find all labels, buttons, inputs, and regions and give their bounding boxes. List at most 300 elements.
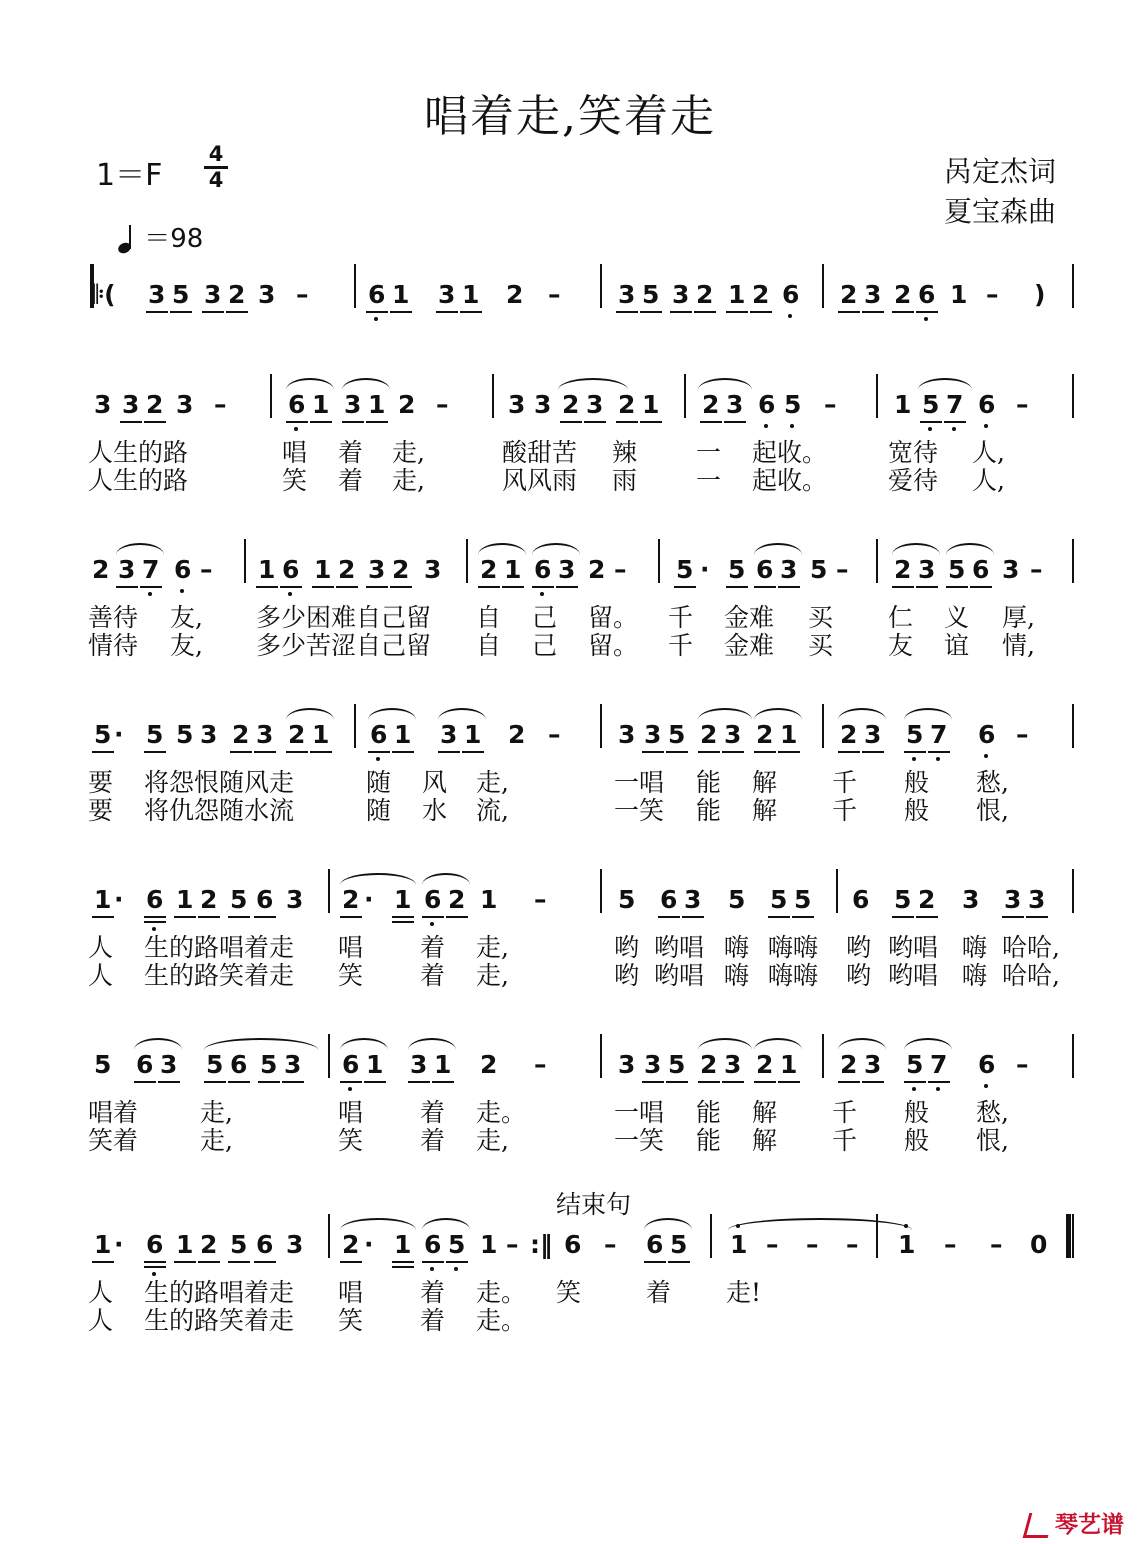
- octave-low-dot: [430, 1267, 434, 1271]
- lyric-word: 水: [422, 796, 448, 825]
- duration-underline: [144, 421, 166, 423]
- slur: [408, 1038, 456, 1050]
- note: 3: [1004, 885, 1022, 914]
- duration-underline: [724, 421, 746, 423]
- lyric-word: 厚,: [1002, 603, 1035, 632]
- duration-underline: [658, 916, 680, 918]
- note: 3: [438, 280, 456, 309]
- note: 1: [176, 885, 194, 914]
- note: 3: [122, 390, 140, 419]
- note: 3: [618, 1050, 636, 1079]
- lyric-word: 友,: [170, 603, 203, 632]
- note: 3: [644, 1050, 662, 1079]
- octave-low-dot: [288, 592, 292, 596]
- note: 3: [440, 720, 458, 749]
- lyric-word: 仁: [888, 603, 914, 632]
- slur: [340, 1218, 416, 1230]
- duration-underline: [750, 311, 772, 313]
- time-signature-bottom: 4: [208, 168, 224, 192]
- lyric-word: 般: [904, 768, 930, 797]
- duration-underline: [134, 1081, 156, 1083]
- lyric-word: 唱着: [88, 1098, 139, 1127]
- note: 1: [94, 885, 112, 914]
- lyric-word: 买: [808, 631, 834, 660]
- note: 3: [368, 555, 386, 584]
- note: 3: [724, 1050, 742, 1079]
- note: 3: [200, 720, 218, 749]
- slur: [754, 543, 802, 555]
- slur: [204, 1038, 318, 1050]
- note: 1: [480, 885, 498, 914]
- note: 2: [200, 1230, 218, 1259]
- note: 5: [230, 1230, 248, 1259]
- barline: [600, 264, 602, 308]
- lyric-word: 一唱: [614, 1098, 665, 1127]
- note: 3: [258, 280, 276, 309]
- lyric-word: 唱: [338, 933, 364, 962]
- duration-underline: [668, 1261, 690, 1263]
- lyric-word: 千: [832, 1126, 858, 1155]
- lyric-word: 友: [888, 631, 914, 660]
- lyric-word: 能: [696, 796, 722, 825]
- duration-underline: [726, 311, 748, 313]
- lyric-word: 解: [752, 1098, 778, 1127]
- barline: [1072, 374, 1074, 418]
- lyric-word: 起收。: [752, 438, 828, 467]
- note: 5: [176, 720, 194, 749]
- note: 2: [342, 885, 360, 914]
- slur: [904, 1038, 952, 1050]
- note: 6: [978, 720, 996, 749]
- lyric-word: 走!: [726, 1278, 762, 1307]
- duration-underline: [198, 916, 220, 918]
- note: 5: [906, 720, 924, 749]
- lyric-word: 唱: [338, 1278, 364, 1307]
- duration-underline: [532, 586, 554, 588]
- octave-low-dot: [912, 1087, 916, 1091]
- lyric-word: 着: [646, 1278, 672, 1307]
- barline: [710, 1214, 712, 1258]
- lyric-word: 留。: [588, 631, 639, 660]
- lyric-word: 辣: [612, 438, 638, 467]
- lyric-word: 嗨: [962, 933, 988, 962]
- duration-underline: [584, 421, 606, 423]
- lyric-word: 人生的路: [88, 466, 189, 495]
- note: –: [534, 885, 547, 914]
- duration-underline: [226, 311, 248, 313]
- note: 7: [142, 555, 160, 584]
- lyric-word: 恨,: [976, 796, 1009, 825]
- octave-low-dot: [540, 592, 544, 596]
- lyric-word: 将怨恨随风走: [144, 768, 295, 797]
- notation-line: [0, 280, 1140, 320]
- lyric-word: 哟唱: [654, 933, 705, 962]
- lyric-word: 走。: [476, 1098, 527, 1127]
- note: 1: [312, 720, 330, 749]
- barline: [1072, 539, 1074, 583]
- barline: [354, 264, 356, 308]
- note: 2: [752, 280, 770, 309]
- key-signature: 1＝F: [96, 158, 163, 193]
- duration-underline: [368, 751, 390, 753]
- duration-underline: [642, 1081, 664, 1083]
- duration-underline: [642, 751, 664, 753]
- note: 1: [176, 1230, 194, 1259]
- slur: [698, 378, 752, 390]
- note: 1: [504, 555, 522, 584]
- barline: [822, 1034, 824, 1078]
- lyric-word: 能: [696, 1126, 722, 1155]
- barline: [1072, 1034, 1074, 1078]
- note: 5: [784, 390, 802, 419]
- note: 6: [342, 1050, 360, 1079]
- note: 1: [464, 720, 482, 749]
- note: 5: [728, 555, 746, 584]
- note: 6: [758, 390, 776, 419]
- note: 1: [462, 280, 480, 309]
- slur: [286, 378, 334, 390]
- note: 2: [508, 720, 526, 749]
- lyric-word: 笑: [556, 1278, 582, 1307]
- duration-underline: [364, 1081, 386, 1083]
- note: 2: [228, 280, 246, 309]
- duration-underline: [640, 311, 662, 313]
- duration-underline: [754, 751, 776, 753]
- duration-underline: [946, 586, 968, 588]
- note: 3: [344, 390, 362, 419]
- slur: [342, 378, 390, 390]
- note: 5: [230, 885, 248, 914]
- duration-underline: [892, 311, 914, 313]
- slur: [754, 1038, 802, 1050]
- duration-underline: [158, 1081, 180, 1083]
- duration-underline: [340, 1261, 362, 1263]
- barline: [328, 869, 330, 913]
- lyric-word: 着: [420, 961, 446, 990]
- duration-underline: [838, 1081, 860, 1083]
- lyric-word: 生的路唱着走: [144, 1278, 295, 1307]
- duration-underline: [282, 1081, 304, 1083]
- note: 2: [588, 555, 606, 584]
- note: 6: [146, 885, 164, 914]
- note: ·: [700, 555, 710, 584]
- note: 6: [174, 555, 192, 584]
- note: 2: [696, 280, 714, 309]
- note: 7: [930, 1050, 948, 1079]
- slur: [422, 873, 470, 885]
- duration-underline: [502, 586, 524, 588]
- duration-underline: [768, 916, 790, 918]
- lyric-word: 将仇怨随水流: [144, 796, 295, 825]
- lyric-word: 一笑: [614, 1126, 665, 1155]
- slur: [754, 708, 802, 720]
- note: 3: [918, 555, 936, 584]
- duration-underline: [700, 421, 722, 423]
- note: 5: [794, 885, 812, 914]
- note: 2: [700, 720, 718, 749]
- note: 3: [256, 720, 274, 749]
- duration-underline: [1026, 916, 1048, 918]
- duration-underline: [726, 586, 748, 588]
- lyric-word: 着: [420, 933, 446, 962]
- notation-line: [0, 390, 1140, 430]
- duration-underline: [228, 916, 250, 918]
- lyric-word: 友,: [170, 631, 203, 660]
- lyric-word: 唱: [282, 438, 308, 467]
- lyric-word: 哟: [846, 961, 872, 990]
- note: 1: [434, 1050, 452, 1079]
- lyric-word: 着: [420, 1126, 446, 1155]
- note: 5: [770, 885, 788, 914]
- note: –: [436, 390, 449, 419]
- lyric-word: 人生的路: [88, 438, 189, 467]
- duration-underline: [666, 1081, 688, 1083]
- octave-low-dot: [912, 757, 916, 761]
- lyric-verse-1: [0, 768, 1140, 798]
- slur: [134, 1038, 182, 1050]
- lyric-word: 生的路笑着走: [144, 1306, 295, 1335]
- duration-underline: [698, 751, 720, 753]
- duration-underline: [892, 916, 914, 918]
- duration-underline: [286, 421, 308, 423]
- octave-low-dot: [374, 317, 378, 321]
- duration-underline: [144, 921, 166, 923]
- duration-underline: [310, 751, 332, 753]
- lyric-word: 留。: [588, 603, 639, 632]
- slur: [892, 543, 940, 555]
- barline: [684, 374, 686, 418]
- note: 6: [972, 555, 990, 584]
- duration-underline: [144, 1266, 166, 1268]
- duration-underline: [366, 421, 388, 423]
- notation-line: [0, 885, 1140, 925]
- lyric-verse-2: [0, 631, 1140, 661]
- note: 2: [840, 1050, 858, 1079]
- note: 2: [232, 720, 250, 749]
- lyric-word: 能: [696, 1098, 722, 1127]
- lyric-word: 嗨: [724, 961, 750, 990]
- lyric-word: 着: [420, 1306, 446, 1335]
- duration-underline: [144, 1261, 166, 1263]
- lyric-word: 义: [944, 603, 970, 632]
- note: 6: [564, 1230, 582, 1259]
- duration-underline: [230, 751, 252, 753]
- duration-underline: [366, 311, 388, 313]
- duration-underline: [202, 311, 224, 313]
- duration-underline: [342, 421, 364, 423]
- note: 2: [342, 1230, 360, 1259]
- lyric-word: 人,: [972, 466, 1005, 495]
- note: –: [1016, 1050, 1029, 1079]
- lyric-word: 哈哈,: [1002, 933, 1060, 962]
- note: 6: [852, 885, 870, 914]
- note: 6: [978, 390, 996, 419]
- slur: [340, 873, 416, 885]
- barline: [354, 704, 356, 748]
- note: 3: [864, 280, 882, 309]
- note: 7: [946, 390, 964, 419]
- lyric-word: 走,: [200, 1126, 233, 1155]
- note: 3: [684, 885, 702, 914]
- slur: [728, 1218, 912, 1230]
- lyric-word: 走,: [392, 466, 425, 495]
- note: 1: [730, 1230, 748, 1259]
- note: 3: [1028, 885, 1046, 914]
- note: 2: [702, 390, 720, 419]
- note: 6: [918, 280, 936, 309]
- duration-underline: [694, 311, 716, 313]
- note: 3: [724, 720, 742, 749]
- notation-line: [0, 555, 1140, 595]
- duration-underline: [174, 1261, 196, 1263]
- duration-underline: [390, 311, 412, 313]
- barline: [600, 869, 602, 913]
- note: 3: [176, 390, 194, 419]
- note: 6: [370, 720, 388, 749]
- duration-underline: [904, 751, 926, 753]
- watermark-logo: [1026, 1506, 1124, 1539]
- note: 3: [962, 885, 980, 914]
- note: 𝄆(: [92, 280, 116, 309]
- note: 6: [146, 1230, 164, 1259]
- note: –: [506, 1230, 519, 1259]
- barline: [1072, 869, 1074, 913]
- duration-underline: [340, 916, 362, 918]
- duration-underline: [438, 751, 460, 753]
- note: 2: [92, 555, 110, 584]
- tempo-value: ＝98: [144, 224, 204, 254]
- lyric-word: 愁,: [976, 1098, 1009, 1127]
- note: –: [1016, 720, 1029, 749]
- duration-underline: [556, 586, 578, 588]
- note: 2: [338, 555, 356, 584]
- duration-underline: [1002, 916, 1024, 918]
- duration-underline: [640, 421, 662, 423]
- lyric-word: 走。: [476, 1278, 527, 1307]
- slur: [904, 708, 952, 720]
- duration-underline: [392, 916, 414, 918]
- slur: [838, 708, 886, 720]
- lyric-word: 解: [752, 1126, 778, 1155]
- note: –: [214, 390, 227, 419]
- note: 2: [618, 390, 636, 419]
- note: 5: [146, 720, 164, 749]
- logo-text: 琴艺谱: [1055, 1512, 1124, 1538]
- duration-underline: [698, 1081, 720, 1083]
- slur: [286, 708, 334, 720]
- barline: [492, 374, 494, 418]
- note: 2: [398, 390, 416, 419]
- note: 5: [810, 555, 828, 584]
- duration-underline: [754, 1081, 776, 1083]
- note: 1: [642, 390, 660, 419]
- quarter-note-icon: [118, 225, 136, 255]
- composer-credit: 夏宝森曲: [943, 195, 1056, 228]
- note: 2: [700, 1050, 718, 1079]
- note: –: [604, 1230, 617, 1259]
- lyric-word: 买: [808, 603, 834, 632]
- slur: [918, 378, 972, 390]
- duration-underline: [256, 586, 278, 588]
- note: ·: [114, 1230, 124, 1259]
- lyric-word: 千: [668, 631, 694, 660]
- barline: [876, 539, 878, 583]
- barline: [244, 539, 246, 583]
- duration-underline: [792, 916, 814, 918]
- lyric-word: 流,: [476, 796, 509, 825]
- note: 6: [756, 555, 774, 584]
- duration-underline: [422, 916, 444, 918]
- octave-low-dot: [152, 1272, 156, 1276]
- note: 1: [314, 555, 332, 584]
- note: 7: [930, 720, 948, 749]
- note: 1: [366, 1050, 384, 1079]
- note: 5: [676, 555, 694, 584]
- duration-underline: [408, 1081, 430, 1083]
- duration-underline: [392, 921, 414, 923]
- barline: [836, 869, 838, 913]
- lyric-verse-1: [0, 603, 1140, 633]
- octave-low-dot: [348, 1087, 352, 1091]
- note: –: [824, 390, 837, 419]
- note: 6: [368, 280, 386, 309]
- note: 3: [424, 555, 442, 584]
- duration-underline: [916, 916, 938, 918]
- note: 5: [670, 1230, 688, 1259]
- lyric-verse-1: [0, 1278, 1140, 1308]
- lyric-word: 嗨: [724, 933, 750, 962]
- note: 2: [894, 555, 912, 584]
- barline: [328, 1034, 330, 1078]
- duration-underline: [970, 586, 992, 588]
- duration-underline: [392, 1261, 414, 1263]
- note: :‖: [530, 1230, 553, 1259]
- octave-low-dot: [148, 592, 152, 596]
- lyric-word: 谊: [944, 631, 970, 660]
- note: 3: [410, 1050, 428, 1079]
- duration-underline: [478, 586, 500, 588]
- lyric-word: 能: [696, 768, 722, 797]
- duration-underline: [560, 421, 582, 423]
- note: 3: [286, 885, 304, 914]
- note: 3: [284, 1050, 302, 1079]
- lyric-word: 哟唱: [654, 961, 705, 990]
- lyric-word: 走,: [476, 1126, 509, 1155]
- note: 3: [148, 280, 166, 309]
- note: 5: [618, 885, 636, 914]
- slur: [438, 708, 486, 720]
- song-title: 唱着走,笑着走: [424, 91, 716, 142]
- duration-underline: [916, 586, 938, 588]
- duration-underline: [460, 311, 482, 313]
- duration-underline: [174, 916, 196, 918]
- duration-underline: [92, 751, 114, 753]
- octave-low-dot: [152, 927, 156, 931]
- duration-underline: [258, 1081, 280, 1083]
- lyric-word: 一: [696, 438, 722, 467]
- note: 2: [480, 555, 498, 584]
- octave-low-dot: [984, 424, 988, 428]
- lyric-word: 哈哈,: [1002, 961, 1060, 990]
- note: 5: [948, 555, 966, 584]
- note: 6: [288, 390, 306, 419]
- lyric-word: 要: [88, 768, 114, 797]
- lyric-word: 随: [366, 768, 392, 797]
- lyric-word: 般: [904, 1098, 930, 1127]
- note: ·: [114, 720, 124, 749]
- note: 6: [230, 1050, 248, 1079]
- lyric-word: 自: [476, 631, 502, 660]
